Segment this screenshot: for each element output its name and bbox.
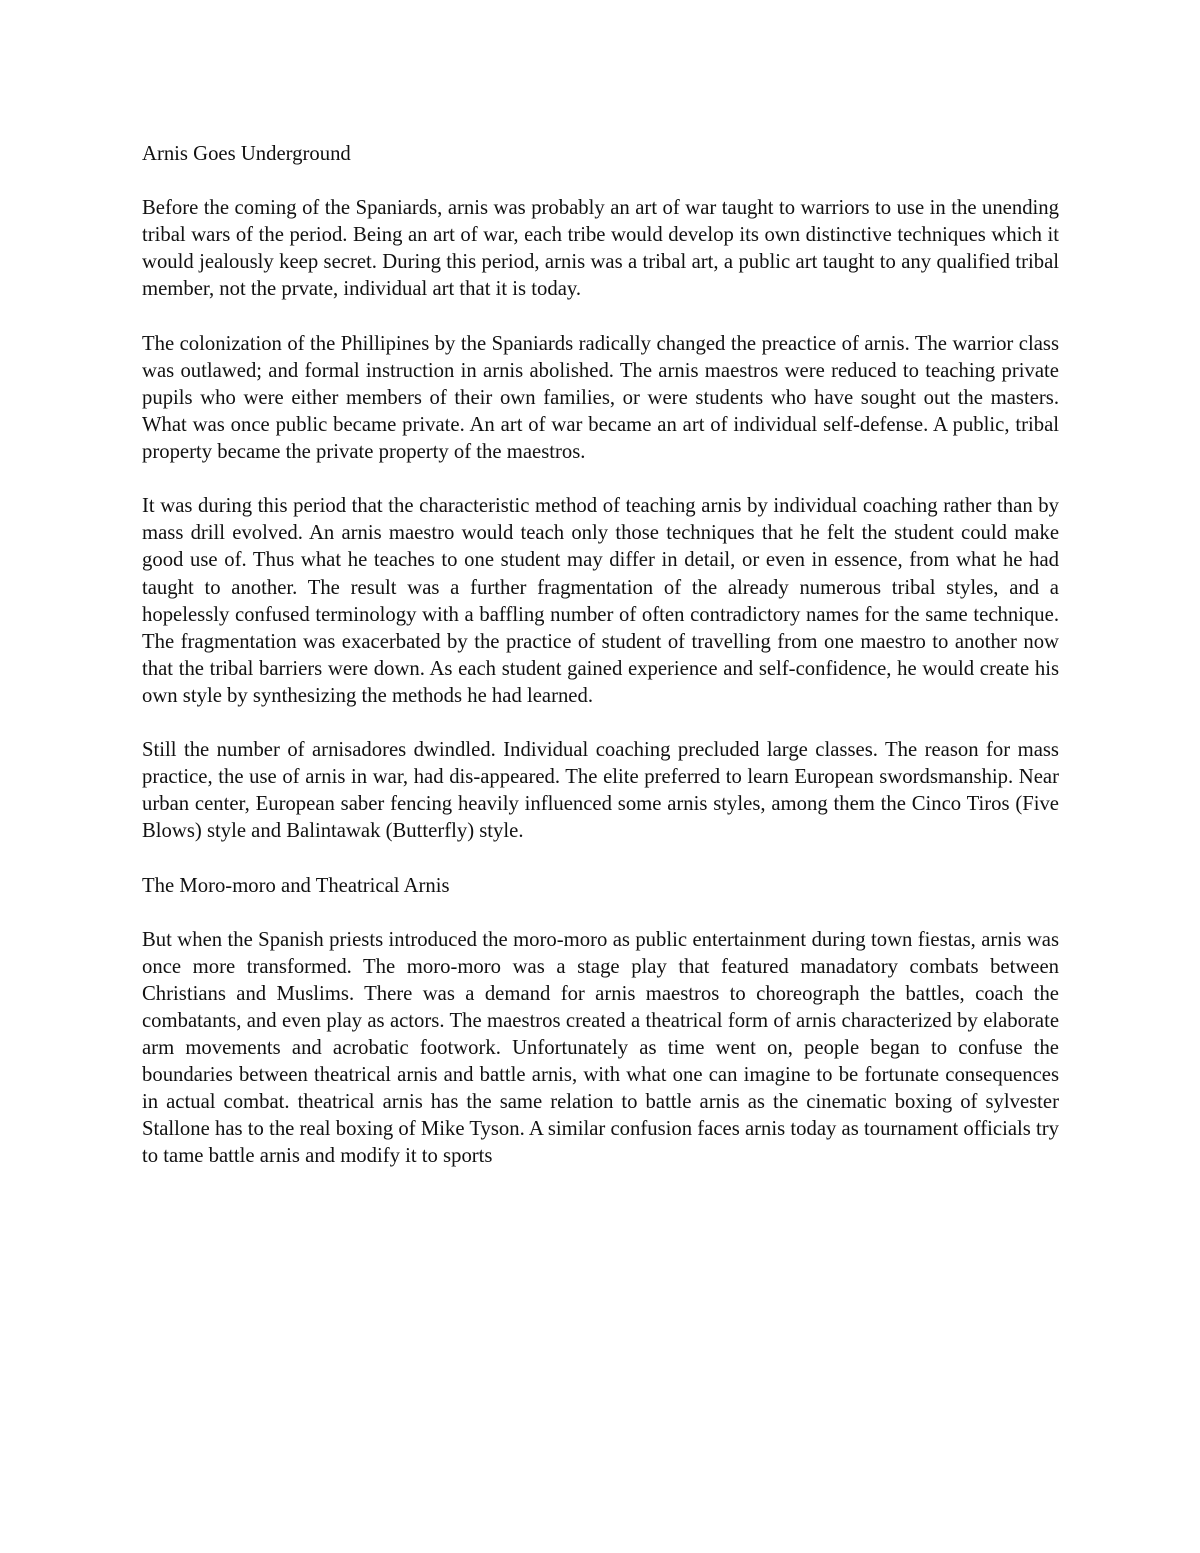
section-heading-arnis-goes-underground: Arnis Goes Underground: [142, 143, 351, 165]
paragraph-moro-moro: But when the Spanish priests introduced the moro-moro as public entertainment during town fiestas, arnis was once more transformed. The moro-moro was a stage play that featured manadatory combats between Christians and Muslims. There was a demand for arnis maestros to choreograph the battles, coach the combatants, and even play as actors. The maestros created a theatrical form of arnis characterized by elaborate arm movements and acrobatic footwork. Unfortunately as time went on, people began to confuse the boundaries between theatrical arnis and battle arnis, with what one can imagine to be fortunate consequences in actual combat. theatrical arnis has the same relation to battle arnis as the cinematic boxing of sylvester Stallone has to the real boxing of Mike Tyson. A similar confusion faces arnis today as tournament officials try to tame battle arnis and modify it to sports: [142, 928, 1059, 1168]
paragraph-before-spaniards: Before the coming of the Spaniards, arnis was probably an art of war taught to warriors to use in the unending tribal wars of the period. Being an art of war, each tribe would develop its own distinctive techniques which it would jealously keep secret. During this period, arnis was a tribal art, a public art taught to any qualified tribal member, not the prvate, individual art that it is today.: [142, 197, 1059, 301]
paragraph-colonization: The colonization of the Phillipines by the Spaniards radically changed the preactice of arnis. The warrior class was outlawed; and formal instruction in arnis abolished. The arnis maestros were reduced to teaching private pupils who were either members of their own families, or were students who have sought out the masters. What was once public became private. An art of war became an art of individual self-defense. A public, tribal property became the private property of the maestros.: [142, 332, 1059, 464]
section-heading-moro-moro: The Moro-moro and Theatrical Arnis: [142, 874, 450, 897]
document-page: [142, 141, 1059, 1198]
paragraph-individual-coaching: It was during this period that the characteristic method of teaching arnis by individual coaching rather than by mass drill evolved. An arnis maestro would teach only those techniques that he felt the student could make good use of. Thus what he teaches to one student may differ in detail, or even in essence, from what he had taught to another. The result was a further fragmentation of the already numerous tribal styles, and a hopelessly confused terminology with a baffling number of often contradictory names for the same technique. The fragmentation was exacerbated by the practice of student of travelling from one maestro to another now that the tribal barriers were down. As each student gained experience and self-confidence, he would create his own style by synthesizing the methods he had learned.: [142, 495, 1059, 707]
paragraph-arnisadores-dwindled: Still the number of arnisadores dwindled. Individual coaching precluded large classes. The reason for mass practice, the use of arnis in war, had dis-appeared. The elite preferred to learn European swordsmanship. Near urban center, European saber fencing heavily influenced some arnis styles, among them the Cinco Tiros (Five Blows) style and Balintawak (Butterfly) style.: [142, 739, 1059, 843]
